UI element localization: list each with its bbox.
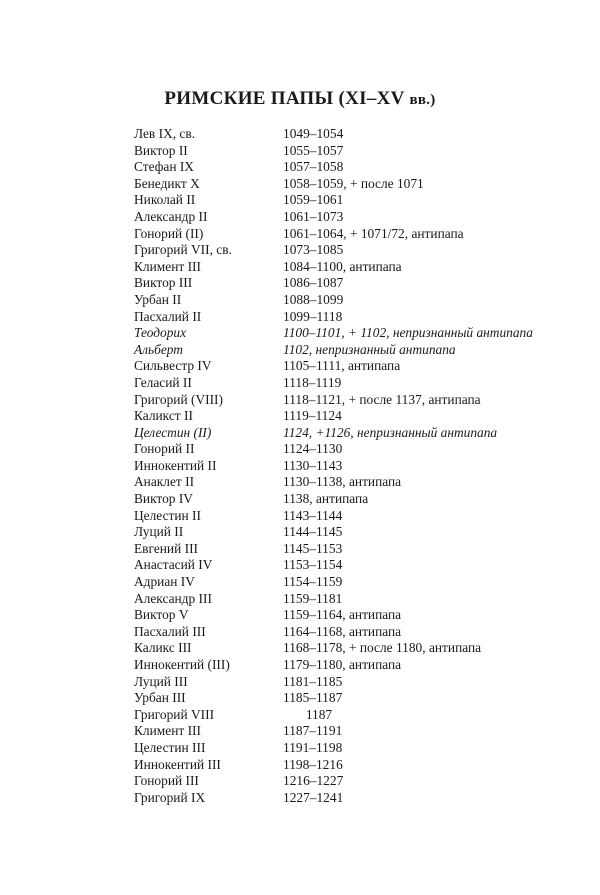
pope-years: 1130–1143	[283, 457, 343, 473]
pope-name: Анастасий IV	[134, 557, 213, 573]
pope-name: Александр II	[134, 208, 208, 224]
pope-years: 1055–1057	[283, 142, 344, 158]
pope-name: Григорий (VIII)	[134, 391, 223, 407]
pope-years: 1118–1119	[283, 374, 342, 390]
pope-name: Стефан IX	[134, 159, 194, 175]
pope-row	[134, 690, 574, 707]
pope-years: 1061–1073	[283, 208, 344, 224]
pope-name: Альберт	[134, 341, 183, 357]
page-title-suffix: вв.)	[409, 92, 436, 108]
pope-row	[134, 458, 574, 475]
page-title	[0, 88, 600, 110]
pope-row	[134, 192, 574, 209]
pope-years: 1179–1180, антипапа	[283, 657, 402, 672]
pope-years: 1086–1087	[283, 275, 344, 291]
pope-row	[134, 441, 574, 458]
pope-years: 1227–1241	[283, 789, 344, 805]
pope-years: 1138, антипапа	[283, 491, 369, 507]
pope-name: Теодорих	[134, 325, 187, 341]
pope-name: Целестин II	[134, 507, 201, 523]
pope-years: 1058–1059, + после 1071	[283, 175, 424, 191]
pope-name: Гонорий (II)	[134, 225, 204, 241]
pope-years: 1187–1191	[283, 723, 343, 739]
pope-row	[134, 226, 574, 243]
pope-name: Луций II	[134, 524, 184, 540]
popes-list	[134, 126, 574, 806]
pope-years: 1143–1144	[283, 507, 343, 523]
pope-row	[134, 674, 574, 691]
pope-row	[134, 773, 574, 790]
pope-row	[134, 557, 574, 574]
pope-years: 1164–1168, антипапа	[283, 623, 402, 639]
pope-row	[134, 209, 574, 226]
pope-name: Иннокентий III	[134, 756, 221, 772]
pope-name: Григорий VII, св.	[134, 242, 232, 258]
pope-row	[134, 757, 574, 774]
pope-row	[134, 375, 574, 392]
pope-row	[134, 574, 574, 591]
pope-row	[134, 740, 574, 757]
pope-row	[134, 292, 574, 309]
pope-years: 1198–1216	[283, 756, 343, 772]
pope-row	[134, 392, 574, 409]
pope-row	[134, 176, 574, 193]
pope-name: Пасхалий III	[134, 623, 206, 639]
pope-name: Виктор IV	[134, 491, 193, 507]
pope-years: 1187	[305, 706, 333, 722]
pope-name: Каликс III	[134, 640, 192, 656]
pope-name: Виктор V	[134, 607, 189, 623]
pope-years: 1154–1159	[283, 574, 343, 590]
pope-row	[134, 491, 574, 508]
pope-row	[134, 640, 574, 657]
pope-years: 1191–1198	[283, 739, 343, 755]
pope-row	[134, 707, 574, 724]
pope-row	[134, 524, 574, 541]
pope-name: Виктор III	[134, 275, 193, 291]
pope-row	[134, 309, 574, 326]
pope-name: Адриан IV	[134, 574, 195, 590]
pope-name: Пасхалий II	[134, 308, 202, 324]
pope-name: Урбан III	[134, 690, 186, 706]
pope-row	[134, 474, 574, 491]
pope-row	[134, 358, 574, 375]
pope-years: 1049–1054	[283, 126, 344, 141]
pope-name: Климент III	[134, 723, 201, 739]
pope-years: 1153–1154	[283, 557, 343, 573]
pope-years: 1159–1181	[283, 590, 343, 606]
pope-row	[134, 342, 574, 359]
pope-name: Сильвестр IV	[134, 358, 212, 374]
pope-name: Иннокентий (III)	[134, 657, 230, 672]
page-title-main: РИМСКИЕ ПАПЫ (XI–XV	[164, 88, 405, 109]
pope-years: 1073–1085	[283, 242, 344, 258]
pope-years: 1216–1227	[283, 773, 344, 789]
pope-name: Анаклет II	[134, 474, 195, 490]
pope-years: 1124–1130	[283, 441, 343, 457]
pope-years: 1159–1164, антипапа	[283, 607, 402, 623]
pope-name: Бенедикт X	[134, 175, 200, 191]
pope-years: 1168–1178, + после 1180, антипапа	[283, 640, 482, 656]
pope-years: 1124, +1126, непризнанный антипапа	[283, 424, 498, 440]
pope-row	[134, 242, 574, 259]
pope-row	[134, 508, 574, 525]
pope-years: 1105–1111, антипапа	[283, 358, 401, 374]
pope-name: Целестин III	[134, 739, 206, 755]
pope-years: 1181–1185	[283, 673, 343, 689]
pope-row	[134, 624, 574, 641]
pope-name: Целестин (II)	[134, 424, 212, 440]
pope-row	[134, 723, 574, 740]
pope-years: 1102, непризнанный антипапа	[283, 341, 456, 357]
pope-years: 1057–1058	[283, 159, 344, 175]
pope-row	[134, 607, 574, 624]
pope-years: 1130–1138, антипапа	[283, 474, 402, 490]
pope-name: Геласий II	[134, 374, 192, 390]
pope-name: Виктор II	[134, 142, 188, 158]
pope-years: 1185–1187	[283, 690, 343, 706]
pope-row	[134, 541, 574, 558]
pope-years: 1118–1121, + после 1137, антипапа	[283, 391, 481, 407]
pope-row	[134, 790, 574, 807]
pope-name: Каликст II	[134, 408, 193, 424]
pope-row	[134, 126, 574, 143]
pope-name: Григорий VIII	[134, 706, 215, 722]
pope-name: Иннокентий II	[134, 457, 217, 473]
pope-name: Урбан II	[134, 291, 182, 307]
pope-row	[134, 325, 574, 342]
pope-name: Николай II	[134, 192, 196, 208]
pope-years: 1059–1061	[283, 192, 344, 208]
pope-years: 1061–1064, + 1071/72, антипапа	[283, 225, 464, 241]
pope-years: 1144–1145	[283, 524, 343, 540]
pope-row	[134, 425, 574, 442]
pope-name: Климент III	[134, 258, 201, 274]
pope-row	[134, 159, 574, 176]
pope-years: 1119–1124	[283, 408, 342, 424]
pope-name: Гонорий II	[134, 441, 195, 457]
pope-row	[134, 275, 574, 292]
pope-name: Лев IX, св.	[134, 126, 196, 141]
pope-name: Гонорий III	[134, 773, 199, 789]
pope-row	[134, 408, 574, 425]
pope-row	[134, 657, 574, 674]
pope-years: 1145–1153	[283, 540, 343, 556]
pope-years: 1100–1101, + 1102, непризнанный антипапа	[283, 325, 533, 341]
pope-name: Александр III	[134, 590, 212, 606]
pope-name: Луций III	[134, 673, 188, 689]
pope-row	[134, 143, 574, 160]
pope-name: Григорий IX	[134, 789, 206, 805]
pope-row	[134, 591, 574, 608]
pope-row	[134, 259, 574, 276]
pope-years: 1088–1099	[283, 291, 344, 307]
pope-years: 1084–1100, антипапа	[283, 258, 402, 274]
pope-years: 1099–1118	[283, 308, 343, 324]
pope-name: Евгений III	[134, 540, 198, 556]
